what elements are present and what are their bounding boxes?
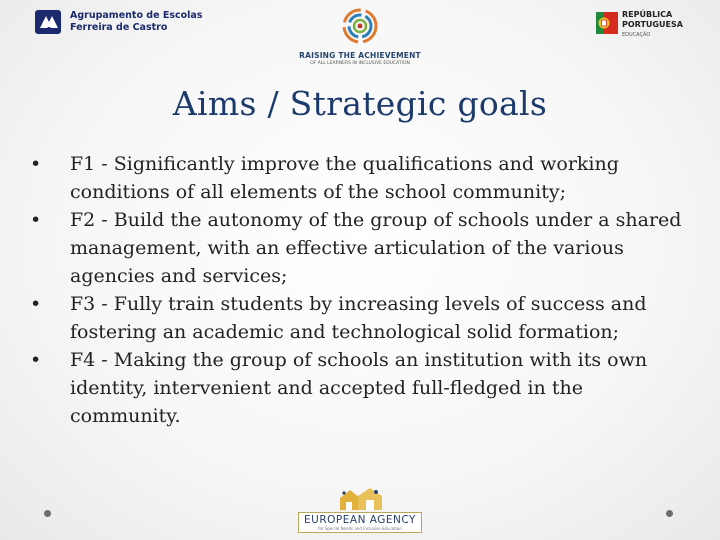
aim-text: F1 - Significantly improve the qualifications and working conditions of all elements of the school community; (70, 153, 619, 203)
raising-subtitle: OF ALL LEARNERS IN INCLUSIVE EDUCATION (310, 61, 410, 66)
school-name-line1: Agrupamento de Escolas (70, 10, 203, 21)
aim-text: F4 - Making the group of schools an institution with its own identity, intervenient and accepted full-fledged in the community. (70, 349, 648, 427)
agency-house-icon (332, 486, 388, 512)
aim-item-f2 (30, 206, 690, 290)
bullet-icon: • (30, 293, 42, 315)
slide-title: Aims / Strategic goals (172, 84, 548, 123)
raising-achievement-logo (296, 6, 424, 66)
aims-list (30, 150, 690, 430)
bullet-icon: • (30, 349, 42, 371)
raising-title: RAISING THE ACHIEVEMENT (299, 51, 421, 60)
european-agency-logo (298, 486, 422, 533)
aim-text: F2 - Build the autonomy of the group of schools under a shared management, with an effective articulation of the various agencies and services; (70, 209, 682, 287)
aim-item-f3 (30, 290, 690, 346)
agency-name: EUROPEAN AGENCY (304, 514, 416, 526)
agency-band (298, 512, 422, 533)
republic-line1: REPÚBLICA (622, 10, 673, 19)
corner-dot-left (44, 510, 51, 517)
aim-text: F3 - Fully train students by increasing levels of success and fostering an academic and technological solid formation; (70, 293, 647, 343)
agency-subtitle: for Special Needs and Inclusive Education (318, 526, 402, 531)
school-name-line2: Ferreira de Castro (70, 22, 168, 33)
school-logo (34, 8, 202, 36)
school-emblem-icon (34, 8, 64, 36)
bullet-icon: • (30, 153, 42, 175)
raising-ring-icon (340, 6, 380, 46)
bullet-icon: • (30, 209, 42, 231)
republic-line2: PORTUGUESA (622, 20, 683, 29)
aim-item-f4 (30, 346, 690, 430)
corner-dot-right (666, 510, 673, 517)
republic-logo (596, 10, 683, 40)
portugal-shield-icon (596, 10, 618, 36)
aim-item-f1 (30, 150, 690, 206)
republic-line3: EDUCAÇÃO (622, 32, 651, 38)
